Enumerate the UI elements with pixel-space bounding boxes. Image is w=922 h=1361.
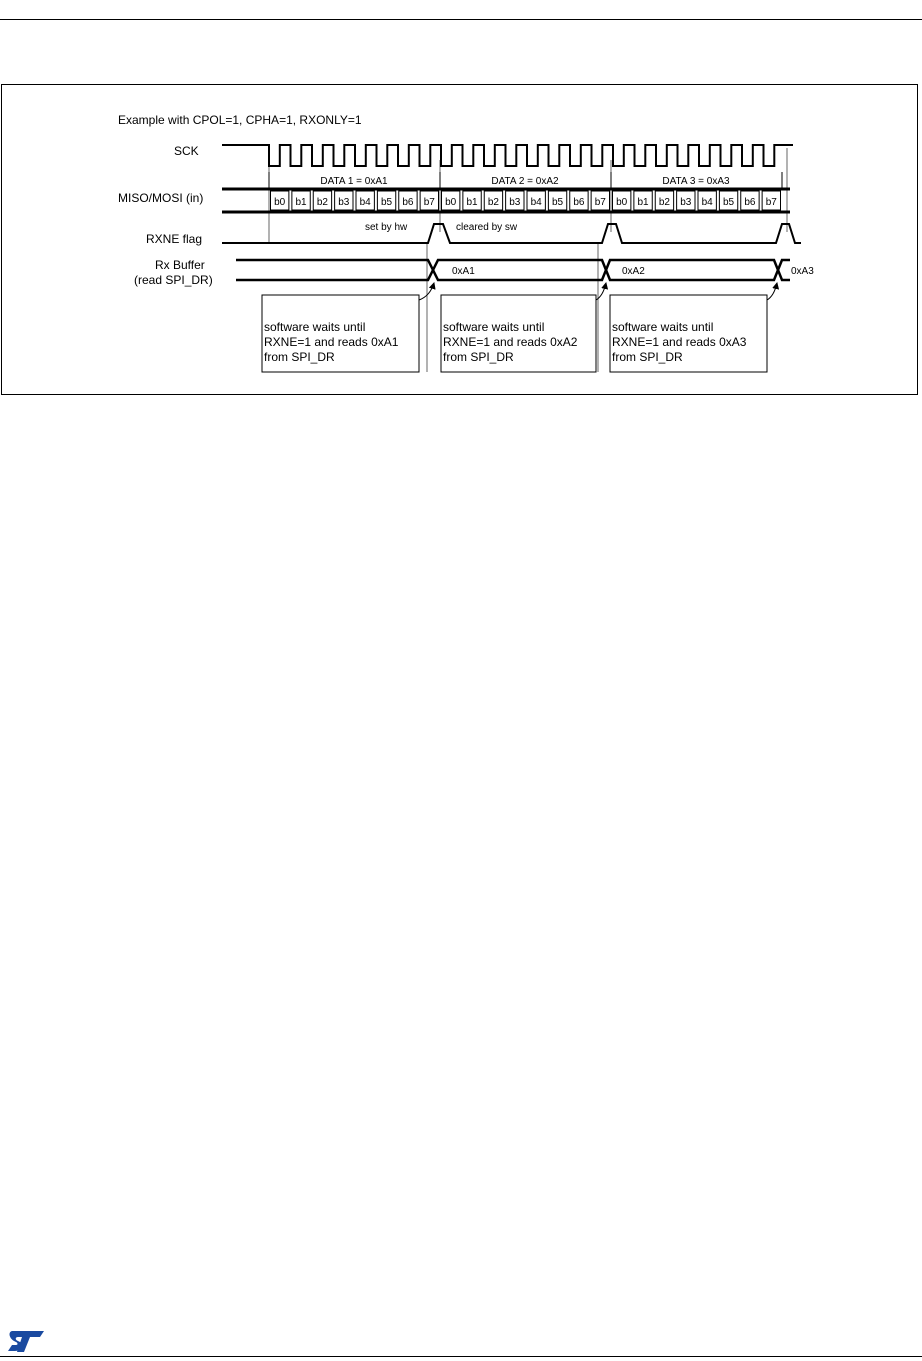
rxne-set-by-hw: set by hw — [365, 222, 408, 233]
bit-label: b5 — [552, 197, 564, 208]
note-3-line-3: from SPI_DR — [612, 350, 683, 364]
bit-label: b2 — [316, 197, 328, 208]
note-2-line-2: RXNE=1 and reads 0xA2 — [443, 335, 578, 349]
figure-frame — [1, 84, 918, 395]
bit-label: b7 — [765, 197, 777, 208]
frame-label: DATA 1 = 0xA1 — [320, 176, 388, 187]
rx-buffer-read-label: (read SPI_DR) — [134, 273, 213, 287]
bit-label: b6 — [402, 197, 414, 208]
bit-label: b1 — [637, 197, 649, 208]
frame-label: DATA 3 = 0xA3 — [662, 176, 730, 187]
bit-label: b0 — [274, 197, 286, 208]
bit-label: b7 — [423, 197, 435, 208]
bit-label: b4 — [701, 197, 713, 208]
st-logo-icon — [6, 1328, 46, 1354]
note-1-line-3: from SPI_DR — [264, 350, 335, 364]
note-3-line-1: software waits until — [612, 320, 714, 334]
bit-label: b1 — [295, 197, 307, 208]
bit-label: b0 — [445, 197, 457, 208]
note-2-line-3: from SPI_DR — [443, 350, 514, 364]
bit-label: b2 — [658, 197, 670, 208]
rx-buffer-value-2: 0xA2 — [622, 266, 645, 277]
bit-label: b3 — [680, 197, 692, 208]
bit-label: b6 — [573, 197, 585, 208]
note-1-line-2: RXNE=1 and reads 0xA1 — [264, 335, 399, 349]
note-1-line-1: software waits until — [264, 320, 366, 334]
note-3-line-2: RXNE=1 and reads 0xA3 — [612, 335, 747, 349]
footer-rule — [0, 1356, 922, 1357]
rx-buffer-value-3: 0xA3 — [791, 266, 814, 277]
sck-label: SCK — [174, 144, 199, 158]
bit-label: b0 — [616, 197, 628, 208]
note-2-line-1: software waits until — [443, 320, 545, 334]
rx-buffer-value-1: 0xA1 — [452, 266, 475, 277]
rxne-cleared-by-sw: cleared by sw — [456, 222, 518, 233]
miso-mosi-label: MISO/MOSI (in) — [118, 191, 204, 205]
bit-label: b6 — [744, 197, 756, 208]
bit-label: b3 — [338, 197, 350, 208]
rx-buffer-label: Rx Buffer — [155, 258, 205, 272]
bit-label: b5 — [723, 197, 735, 208]
bit-label: b2 — [487, 197, 499, 208]
frame-label: DATA 2 = 0xA2 — [491, 176, 559, 187]
rxne-flag-label: RXNE flag — [146, 232, 203, 246]
bit-label: b3 — [509, 197, 521, 208]
bit-label: b4 — [530, 197, 542, 208]
example-title: Example with CPOL=1, CPHA=1, RXONLY=1 — [118, 113, 362, 127]
bit-label: b7 — [594, 197, 606, 208]
bit-label: b1 — [466, 197, 478, 208]
bit-label: b5 — [381, 197, 393, 208]
bit-label: b4 — [359, 197, 371, 208]
